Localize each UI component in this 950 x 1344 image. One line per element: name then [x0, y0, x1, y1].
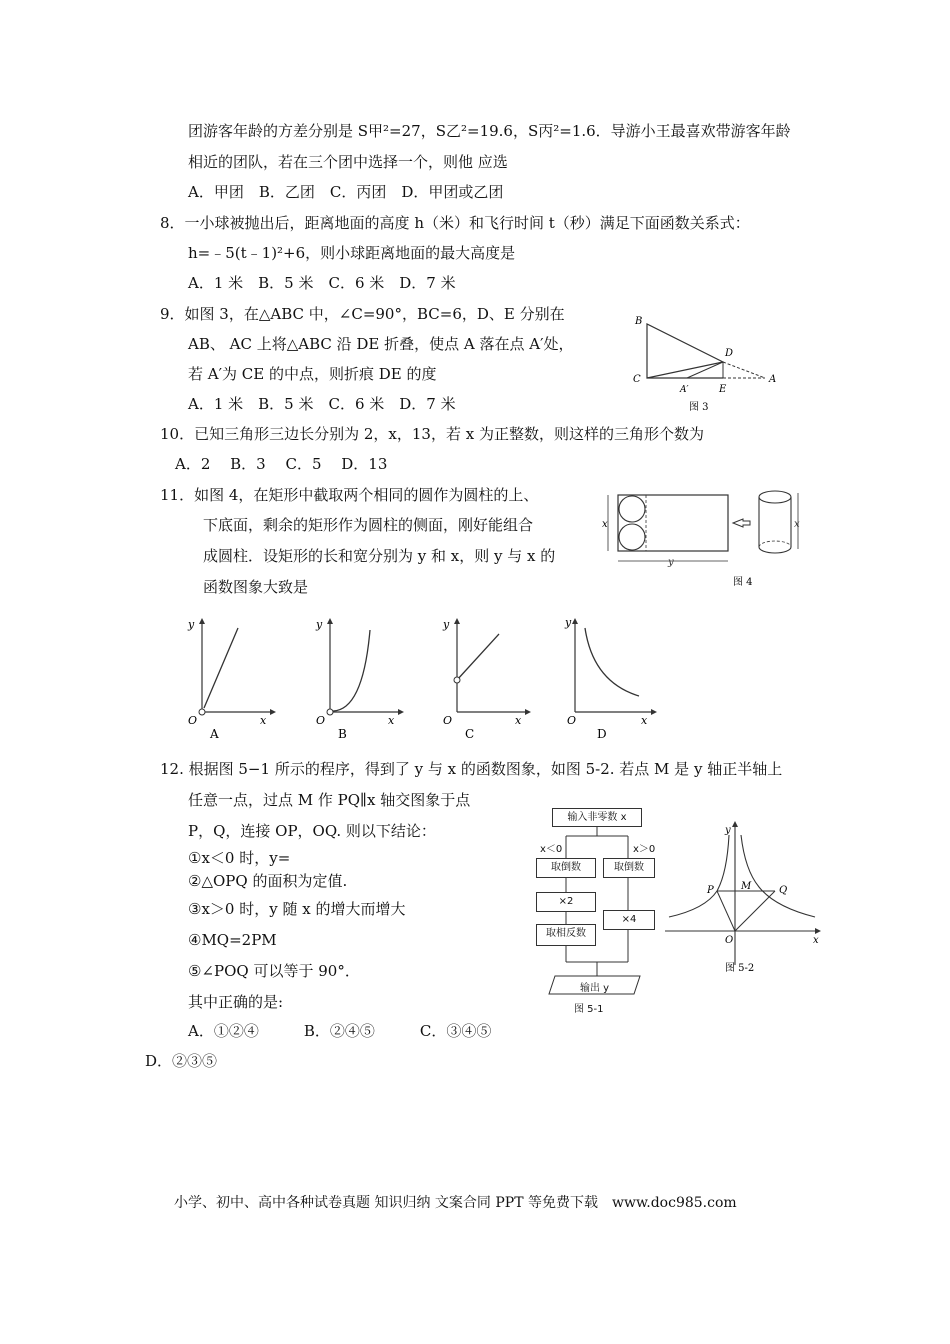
graph-a-y: y [188, 618, 195, 631]
fig4-x-right: x [794, 519, 800, 530]
fig3-label-a-prime: A′ [680, 385, 689, 395]
fig3-label-a: A [769, 374, 777, 385]
graph-c-x: x [515, 714, 522, 727]
graph-option-d [563, 612, 663, 742]
graph52-caption: 图 5-2 [725, 963, 755, 974]
q12-conclusion-3: ③x＞0 时，y 随 x 的增大而增大 [188, 900, 406, 918]
q9-options: A．1 米 B．5 米 C．6 米 D．7 米 [188, 395, 456, 413]
graph52-o: O [725, 935, 734, 946]
graph-d-o: O [567, 714, 577, 727]
q9-line1: 9．如图 3，在△ABC 中，∠C=90°，BC=6，D、E 分别在 [160, 305, 565, 323]
q12-conclusion-4: ④MQ=2PM [188, 931, 277, 949]
graph-c-o: O [443, 714, 453, 727]
flow-input-box: 输入非零数 x [552, 808, 642, 827]
flow-caption: 图 5-1 [574, 1004, 604, 1015]
q12-conclusion-5: ⑤∠POQ 可以等于 90°． [188, 962, 360, 980]
fig4-caption: 图 4 [733, 577, 753, 588]
graph-b-label: B [338, 727, 347, 741]
q12-options: A．①②④ B．②④⑤ C．③④⑤ [188, 1022, 492, 1040]
q7-line1: 团游客年龄的方差分别是 S甲²=27，S乙²=19.6，S丙²=1.6．导游小王最喜欢带游客年龄 [188, 122, 791, 140]
flow-right-cond: x＞0 [633, 844, 656, 855]
flow-left-cond: x＜0 [540, 844, 563, 855]
q12-line3: P，Q，连接 OP，OQ. 则以下结论： [188, 822, 436, 840]
q7-line2: 相近的团队，若在三个团中选择一个，则他 应选 [188, 153, 508, 171]
graph-b-o: O [316, 714, 326, 727]
flow-times4: ×4 [603, 910, 655, 930]
graph-a-o: O [188, 714, 198, 727]
graph52-p: P [707, 885, 714, 896]
q10-options: A．2 B．3 C．5 D．13 [175, 455, 388, 473]
fig3-label-c: C [633, 374, 641, 385]
q9-line3: 若 A′为 CE 的中点，则折痕 DE 的度 [188, 365, 437, 383]
q11-line3: 成圆柱．设矩形的长和宽分别为 y 和 x，则 y 与 x 的 [203, 547, 556, 565]
q12-line1: 12. 根据图 5−1 所示的程序，得到了 y 与 x 的函数图象，如图 5-2. 若点 M 是 y 轴正半轴上 [160, 760, 783, 778]
q12-ask: 其中正确的是: [188, 993, 284, 1011]
flowchart-5-1 [530, 800, 665, 1020]
graph-5-2 [665, 815, 825, 980]
graph-d-y: y [565, 616, 572, 629]
q12-conclusion-1: ①x＜0 时，y= [188, 849, 291, 867]
fig3-label-d: D [725, 348, 734, 359]
graph-c-y: y [443, 618, 450, 631]
graph52-q: Q [779, 885, 788, 896]
graph-b-y: y [316, 618, 323, 631]
q10-line1: 10．已知三角形三边长分别为 2，x，13，若 x 为正整数，则这样的三角形个数为 [160, 425, 704, 443]
flow-negate: 取相反数 [536, 924, 596, 946]
q12-option-d: D．②③⑤ [145, 1052, 218, 1070]
q9-line2: AB、 AC 上将△ABC 沿 DE 折叠，使点 A 落在点 A′处， [188, 335, 574, 353]
graph52-y: y [725, 825, 731, 836]
q8-line1: 8．一小球被抛出后，距离地面的高度 h（米）和飞行时间 t（秒）满足下面函数关系式： [160, 214, 750, 232]
q12-conclusion-2: ②△OPQ 的面积为定值. [188, 872, 348, 890]
graph52-m: M [741, 881, 752, 892]
flow-output: 输出 y [580, 983, 610, 994]
graph-a-label: A [210, 727, 219, 741]
graph52-x: x [813, 935, 819, 946]
q12-line2: 任意一点，过点 M 作 PQ∥x 轴交图象于点 [188, 791, 471, 809]
graph-b-x: x [388, 714, 395, 727]
q8-options: A．1 米 B．5 米 C．6 米 D．7 米 [188, 274, 456, 292]
flow-recip-left: 取倒数 [536, 858, 596, 878]
graph-a-x: x [260, 714, 267, 727]
graph-d-label: D [597, 727, 607, 741]
figure-4 [600, 485, 815, 590]
q11-line2: 下底面，剩余的矩形作为圆柱的侧面，刚好能组合 [203, 516, 534, 534]
graph-c-label: C [465, 727, 475, 741]
flow-times2: ×2 [536, 892, 596, 912]
fig4-x-left: x [602, 519, 608, 530]
fig3-label-e: E [719, 384, 727, 395]
fig3-label-b: B [635, 316, 643, 327]
figure-3 [625, 310, 790, 415]
graph-option-b [308, 612, 408, 742]
fig4-y: y [668, 557, 674, 568]
q11-line4: 函数图象大致是 [203, 578, 309, 596]
graph-d-x: x [641, 714, 648, 727]
q7-options: A．甲团 B．乙团 C．丙团 D．甲团或乙团 [188, 183, 504, 201]
graph-option-c [435, 612, 535, 742]
page-footer: 小学、初中、高中各种试卷真题 知识归纳 文案合同 PPT 等免费下载 www.doc985.com [174, 1195, 737, 1211]
q8-line2: h=﹣5(t﹣1)²+6，则小球距离地面的最大高度是 [188, 244, 516, 262]
flow-recip-right: 取倒数 [603, 858, 655, 878]
q11-line1: 11．如图 4，在矩形中截取两个相同的圆作为圆柱的上、 [160, 486, 539, 504]
fig3-caption: 图 3 [689, 402, 709, 413]
graph-option-a [180, 612, 280, 742]
